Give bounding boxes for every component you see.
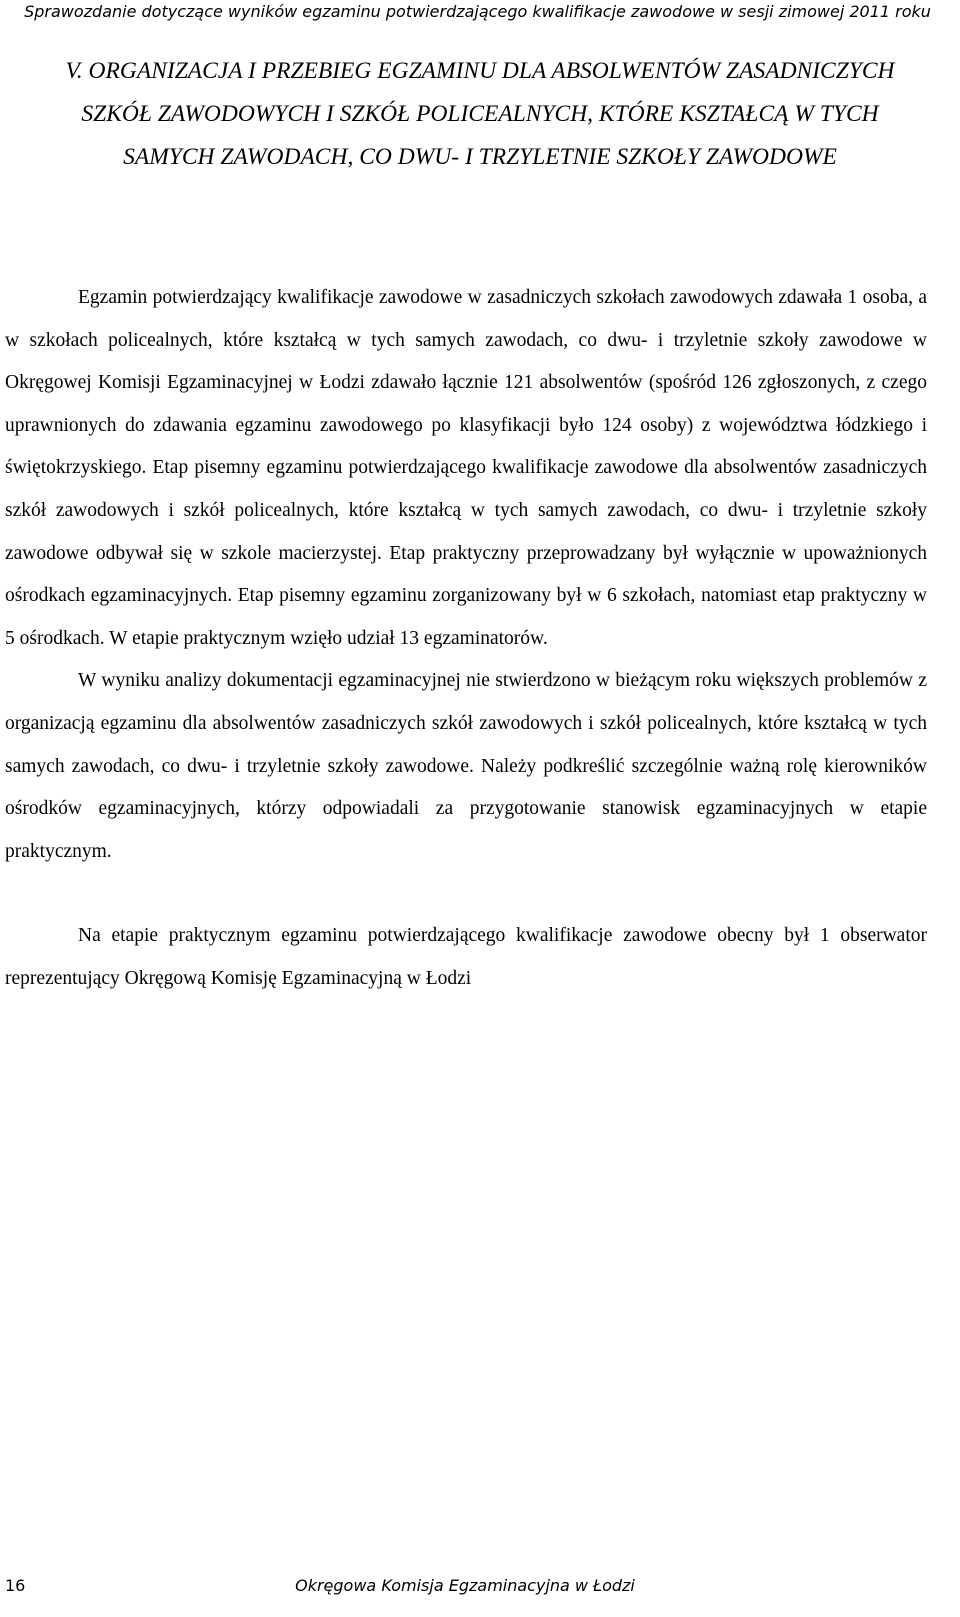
page-footer (0, 1575, 960, 1605)
paragraph-documentation-analysis: W wyniku analizy dokumentacji egzaminacyjnej nie stwierdzono w bieżącym roku większych problemów z organizacją egzaminu dla absolwentów zasadniczych szkół zawodowych i szkół policealnych, które kształcą w tych samych zawodach, co dwu- i trzyletnie szkoły zawodowe. Należy podkreślić szczególnie ważną rolę kierowników ośrodków egzaminacyjnych, którzy odpowiadali za przygotowanie stanowisk egzaminacyjnych w etapie praktycznym. (5, 670, 927, 862)
paragraph-exam-overview: Egzamin potwierdzający kwalifikacje zawodowe w zasadniczych szkołach zawodowych zdawała 1 osoba, a w szkołach policealnych, które kształcą w tych samych zawodach, co dwu- i trzyletnie szkoły zawodowe w Okręgowej Komisji Egzaminacyjnej w Łodzi zdawało łącznie 121 absolwentów (spośród 126 zgłoszonych, z czego uprawnionych do zdawania egzaminu zawodowego po klasyfikacji było 124 osoby) z województwa łódzkiego i świętokrzyskiego. Etap pisemny egzaminu potwierdzającego kwalifikacje zawodowe dla absolwentów zasadniczych szkół zawodowych i szkół policealnych, które kształcą w tych samych zawodach, co dwu- i trzyletnie szkoły zawodowe odbywał się w szkole macierzystej. Etap praktyczny przeprowadzany był wyłącznie w upoważnionych ośrodkach egzaminacyjnych. Etap pisemny egzaminu zorganizowany był w 6 szkołach, natomiast etap praktyczny w 5 ośrodkach. W etapie praktycznym wzięło udział 13 egzaminatorów. (5, 287, 927, 649)
running-header: Sprawozdanie dotyczące wyników egzaminu potwierdzającego kwalifikacje zawodowe w sesji zimowej 2011 roku (24, 2, 931, 21)
page-number: 16 (5, 1576, 26, 1595)
chapter-title: V. ORGANIZACJA I PRZEBIEG EGZAMINU DLA ABSOLWENTÓW ZASADNICZYCH SZKÓŁ ZAWODOWYCH I SZKÓŁ POLICEALNYCH, KTÓRE KSZTAŁCĄ W TYCH SAMYCH ZAWODACH, CO DWU- I TRZYLETNIE SZKOŁY ZAWODOWE (65, 58, 895, 170)
body-text (5, 277, 927, 1001)
paragraph-observer: Na etapie praktycznym egzaminu potwierdzającego kwalifikacje zawodowe obecny był 1 obserwator reprezentujący Okręgową Komisję Egzaminacyjną w Łodzi (5, 925, 927, 989)
footer-organization: Okręgowa Komisja Egzaminacyjna w Łodzi (295, 1576, 635, 1595)
